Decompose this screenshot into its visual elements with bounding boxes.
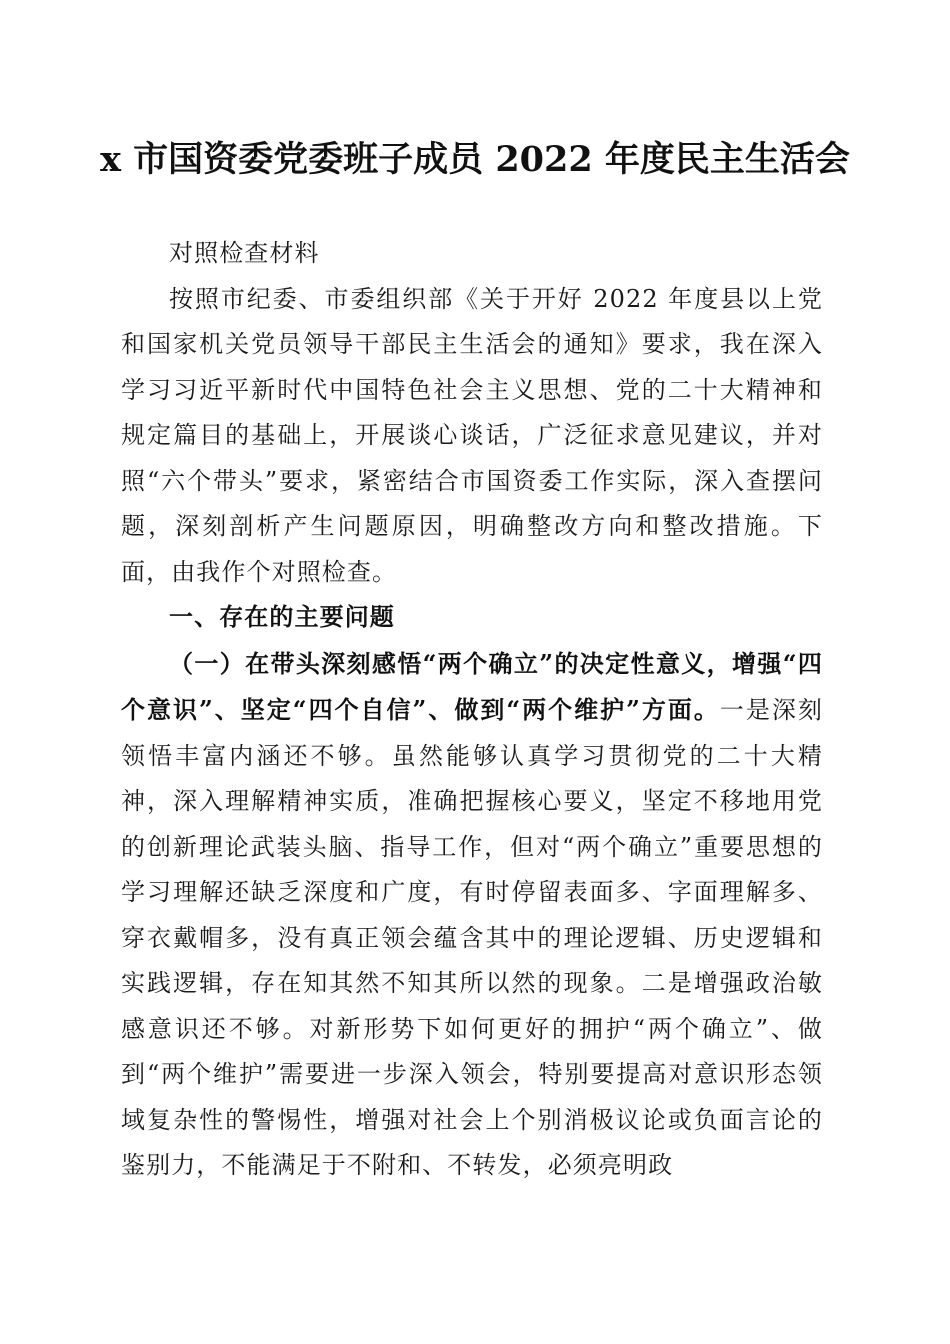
intro-paragraph: 按照市纪委、市委组织部《关于开好 2022 年度县以上党和国家机关党员领导干部民主生活会的通知》要求，我在深入学习习近平新时代中国特色社会主义思想、党的二十大精神和规定篇目的基础上，开展谈心谈话，广泛征求意见建议，并对照“六个带头”要求，紧密结合市国资委工作实际，深入查摆问题，深刻剖析产生问题原因，明确整改方向和整改措施。下面，由我作个对照检查。 [121, 284, 823, 586]
subsection-heading: （一）在带头深刻感悟“两个确立”的决定性意义，增强“四个意识”、坚定“四个自信”、做到“两个维护”方面。 [121, 648, 823, 724]
document-subtitle: 对照检查材料 [169, 239, 320, 267]
document-body [121, 231, 823, 1189]
document-title: x 市国资委党委班子成员 2022 年度民主生活会 [100, 139, 850, 180]
subsection-body: 一是深刻领悟丰富内涵还不够。虽然能够认真学习贯彻党的二十大精神，深入理解精神实质，准确把握核心要义，坚定不移地用党的创新理论武装头脑、指导工作，但对“两个确立”重要思想的学习理解还缺乏深度和广度，有时停留表面多、字面理解多、穿衣戴帽多，没有真正领会蕴含其中的理论逻辑、历史逻辑和实践逻辑，存在知其然不知其所以然的现象。二是增强政治敏感意识还不够。对新形势下如何更好的拥护“两个确立”、做到“两个维护”需要进一步深入领会，特别要提高对意识形态领域复杂性的警惕性，增强对社会上个别消极议论或负面言论的鉴别力，不能满足于不附和、不转发，必须亮明政 [121, 696, 823, 1179]
section-heading-problems: 一、存在的主要问题 [169, 603, 395, 631]
subsection-paragraph [121, 641, 823, 1189]
